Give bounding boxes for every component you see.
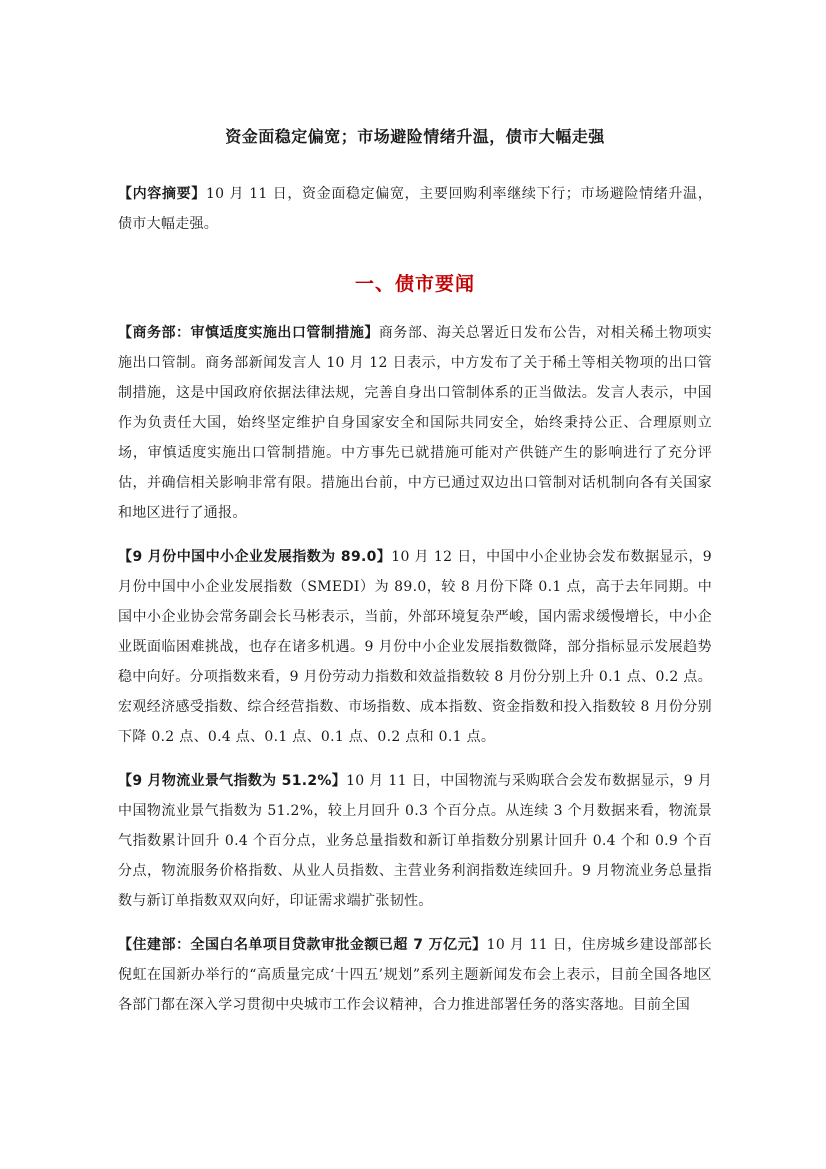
summary-body: 10 月 11 日，资金面稳定偏宽，主要回购利率继续下行；市场避险情绪升温，债市大幅走强。 (118, 186, 712, 232)
summary-paragraph (118, 179, 712, 239)
news-headline: 【9 月份中国中小企业发展指数为 89.0】 (118, 549, 392, 565)
news-body: 商务部、海关总署近日发布公告，对相关稀土物项实施出口管制。商务部新闻发言人 10 月 12 日表示，中方发布了关于稀土等相关物项的出口管制措施，这是中国政府依据法律法规，完善自身出口管制体系的正当做法。发言人表示，中国作为负责任大国，始终坚定维护自身国家安全和国际共同安全，始终秉持公正、合理原则立场，审慎适度实施出口管制措施。中方事先已就措施可能对产供链产生的影响进行了充分评估，并确信相关影响非常有限。措施出台前，中方已通过双边出口管制对话机制向各有关国家和地区进行了通报。 (118, 325, 712, 521)
news-body: 10 月 11 日，中国物流与采购联合会发布数据显示，9 月中国物流业景气指数为 51.2%，较上月回升 0.3 个百分点。从连续 3 个月数据来看，物流景气指数累计回升 0.4 个百分点，业务总量指数和新订单指数分别累计回升 0.4 个和 0.9 个百分点，物流服务价格指数、从业人员指数、主营业务利润指数连续回升。9 月物流业务总量指数与新订单指数双双向好，印证需求端扩张韧性。 (118, 773, 712, 909)
section-heading: 一、债市要闻 (354, 273, 475, 295)
news-item (118, 318, 712, 528)
document-title: 资金面稳定偏宽；市场避险情绪升温，债市大幅走强 (225, 127, 605, 146)
news-headline: 【商务部：审慎适度实施出口管制措施】 (118, 325, 379, 341)
news-headline: 【9 月物流业景气指数为 51.2%】 (118, 773, 347, 789)
news-item (118, 930, 712, 1020)
news-headline: 【住建部：全国白名单项目贷款审批金额已超 7 万亿元】 (118, 937, 487, 953)
news-body: 10 月 11 日，住房城乡建设部部长倪虹在国新办举行的“高质量完成‘十四五’规划”系列主题新闻发布会上表示，目前全国各地区各部门都在深入学习贯彻中央城市工作会议精神，合力推进部署任务的落实落地。目前全国 (118, 937, 712, 1013)
summary-lead: 【内容摘要】 (118, 186, 206, 202)
news-item (118, 542, 712, 752)
news-item (118, 766, 712, 916)
news-body: 10 月 12 日，中国中小企业协会发布数据显示，9 月份中国中小企业发展指数（SMEDI）为 89.0，较 8 月份下降 0.1 点，高于去年同期。中国中小企业协会常务副会长马彬表示，当前，外部环境复杂严峻，国内需求缓慢增长，中小企业既面临困难挑战，也存在诸多机遇。9 月份中小企业发展指数微降，部分指标显示发展趋势稳中向好。分项指数来看，9 月份劳动力指数和效益指数较 8 月份分别上升 0.1 点、0.2 点。宏观经济感受指数、综合经营指数、市场指数、成本指数、资金指数和投入指数较 8 月份分别下降 0.2 点、0.4 点、0.1 点、0.1 点、0.2 点和 0.1 点。 (118, 549, 712, 745)
